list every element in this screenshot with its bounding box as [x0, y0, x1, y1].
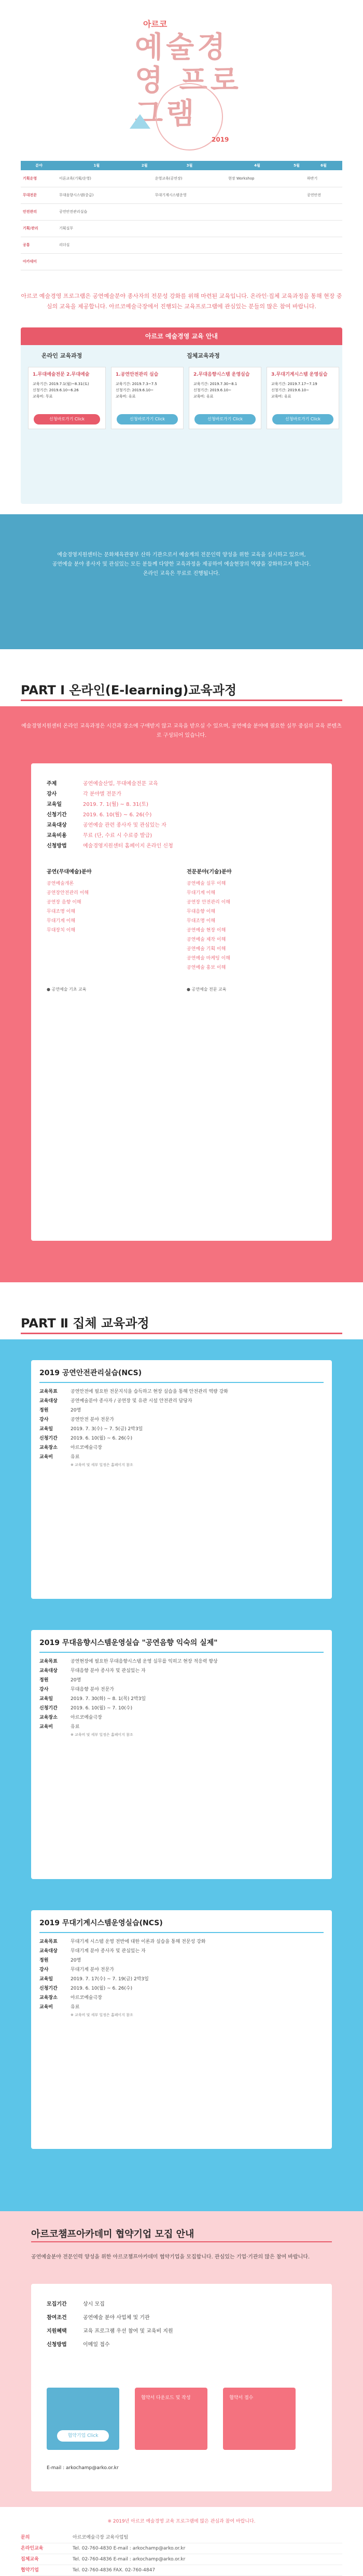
schedule-cell — [226, 253, 288, 270]
course-row-key: 교육일 — [39, 1426, 53, 1432]
part1-heading — [0, 649, 363, 706]
hero-triangle-decoration — [130, 114, 150, 129]
partner-lead: 공연예술분야 전문인력 양성을 위한 아르코챔프아카데미 협약기업을 모집합니다. 관심있는 기업·기관의 많은 참여 바랍니다. — [31, 2254, 310, 2260]
schedule-section — [0, 156, 363, 270]
course-row — [31, 1694, 332, 1704]
schedule-body — [21, 170, 342, 270]
schedule-cell — [288, 203, 305, 220]
course-row-key: 신청기간 — [39, 1985, 58, 1991]
footer-row — [21, 2532, 342, 2543]
schedule-cell — [153, 237, 226, 253]
course-menu-caption: 아르코 예술경영 교육 안내 — [21, 327, 342, 345]
schedule-cell — [305, 253, 342, 270]
schedule-cell: 기획운영 — [21, 170, 57, 187]
course-row-value: 20명 — [71, 1677, 81, 1683]
course-row-value: 2019. 7. 30(화) ~ 8. 1(목) 2박3일 — [71, 1696, 146, 1702]
course-row-key: 교육일 — [39, 1976, 53, 1982]
online-info-key: 교육대상 — [47, 822, 67, 828]
course-row — [31, 1415, 332, 1424]
footer-row-value: Tel. 02-760-4836 FAX. 02-760-4847 — [73, 2567, 156, 2573]
partner-row-key: 참여조건 — [47, 2314, 67, 2321]
online-right-item: 공연장 안전관리 이해 — [187, 899, 230, 905]
course-row-key: 정원 — [39, 1407, 49, 1413]
course-card-body: 교육기간: 2019.7.1(월)~8.31(토) 신청기간: 2019.6.10~6.26 교육비: 무료 — [33, 381, 89, 399]
schedule-cell: 무대음향시스템(중급) — [57, 187, 136, 203]
partner-row-key: 신청방법 — [47, 2341, 67, 2348]
course-row-value: 아르코예술극장 — [71, 1445, 102, 1450]
course-title: 2019 무대기계시스템운영실습(NCS) — [39, 1919, 163, 1927]
schedule-cell — [136, 203, 153, 220]
partner-divider — [31, 2241, 332, 2242]
intro-text: 아르코 예술경영 프로그램은 공연예술분야 종사자의 전문성 강화를 위해 마련된 교육입니다. 온라인·집체 교육과정을 통해 현장 중심의 교육을 제공합니다. 아르코예술극장에서 진행되는 교육프로그램에 관심있는 분들의 많은 참여 바랍니다. — [21, 292, 342, 310]
course-row-value: 공연현장에 필요한 무대음향시스템 운영 실무를 익히고 현장 적응력 향상 — [71, 1659, 218, 1664]
schedule-cell — [226, 187, 288, 203]
online-info-key: 강사 — [47, 791, 57, 797]
course-row — [31, 1722, 332, 1732]
schedule-cell: 기획실무 — [57, 220, 136, 237]
partner-row — [47, 2299, 105, 2307]
course-note: ※ 교육비 및 세부 일정은 홈페이지 참조 — [71, 2012, 133, 2017]
hero-year: 2019 — [212, 136, 229, 143]
schedule-cell: 공통 — [21, 237, 57, 253]
online-info-box — [31, 763, 332, 1241]
part2-heading — [0, 1282, 363, 1339]
course-row — [31, 1657, 332, 1666]
course-card-title: 1.무대예술전문 2.무대예술 — [33, 372, 90, 377]
footer-row-key: 온라인교육 — [21, 2545, 44, 2551]
footer-row — [21, 2554, 342, 2565]
schedule-header: 2월 — [136, 161, 153, 170]
footer-row-value: Tel. 02-760-4830 E-mail : arkochamp@arko.or.kr — [73, 2545, 186, 2551]
course-card-title: 1.공연안전관리 실습 — [116, 372, 159, 377]
online-right-group — [187, 867, 311, 972]
online-right-item: 무대조명 이해 — [187, 918, 216, 924]
partner-contact: E-mail : arkochamp@arko.or.kr — [47, 2465, 119, 2471]
footer-rows — [21, 2532, 342, 2576]
course-block — [31, 1630, 332, 1879]
online-right-title: 전문분야(기술)분야 — [187, 869, 232, 875]
course-card — [189, 367, 261, 429]
course-row — [31, 1387, 332, 1396]
online-left-item: 공연예술개론 — [47, 881, 74, 886]
course-row-key: 교육장소 — [39, 1715, 58, 1720]
online-info-row — [47, 789, 121, 797]
footer-row-key: 집체교육 — [21, 2556, 39, 2562]
online-info-row — [47, 841, 173, 849]
course-row — [31, 1704, 332, 1713]
hero-title: 예술경영 프로그램 — [135, 31, 242, 131]
part1-divider — [21, 700, 342, 701]
course-row-key: 교육장소 — [39, 1995, 58, 2000]
course-card-title: 2.무대음향시스템 운영실습 — [193, 372, 250, 377]
online-info-value: 각 분야별 전문가 — [83, 791, 121, 797]
footer-row-value: Tel. 02-760-4836 E-mail : arkochamp@arko.or.kr — [73, 2556, 186, 2562]
course-block — [31, 1910, 332, 2149]
online-right-item: 공연예술 제작 이해 — [187, 937, 226, 942]
online-right-item: 공연예술 현장 이해 — [187, 927, 226, 933]
course-row-key: 교육비 — [39, 2004, 53, 2010]
schedule-header: 5월 — [288, 161, 305, 170]
course-note: ※ 교육비 및 세부 일정은 홈페이지 참조 — [71, 1732, 133, 1737]
partner-row-value: 교육 프로그램 우선 참여 및 교육비 지원 — [83, 2328, 173, 2334]
course-row — [31, 1434, 332, 1443]
online-info-key: 교육비용 — [47, 832, 67, 839]
course-row-value: 20명 — [71, 1957, 81, 1963]
schedule-cell — [153, 203, 226, 220]
schedule-cell: 현장 Workshop — [226, 170, 288, 187]
online-left-item: 공연장 음향 이해 — [47, 899, 81, 905]
online-info-value: 2019. 7. 1(월) ~ 8. 31(토) — [83, 801, 148, 807]
schedule-header: 6월 — [305, 161, 342, 170]
course-row — [31, 1676, 332, 1685]
footer-row-value: 아르코예술극장 교육사업팀 — [73, 2534, 129, 2540]
partner-apply-button[interactable]: 협약기업 Click — [57, 2430, 109, 2442]
schedule-header: 1월 — [57, 161, 136, 170]
schedule-cell — [226, 203, 288, 220]
online-info-row — [47, 810, 151, 818]
schedule-row — [21, 203, 342, 220]
course-row-value: 무대음향 분야 종사자 및 관심있는 자 — [71, 1668, 146, 1674]
schedule-cell: 무대전문 — [21, 187, 57, 203]
course-row-key: 교육대상 — [39, 1948, 58, 1954]
online-left-item: 무대장치 이해 — [47, 927, 76, 933]
course-title: 2019 공연안전관리실습(NCS) — [39, 1368, 142, 1377]
course-row-key: 강사 — [39, 1417, 49, 1422]
schedule-cell: 안전관리 — [21, 203, 57, 220]
schedule-header-row — [21, 161, 342, 170]
online-left-item: 무대조명 이해 — [47, 909, 76, 914]
info-band-line: 온라인 교육은 무료로 진행됩니다. — [143, 570, 220, 577]
course-row — [31, 1937, 332, 1947]
course-apply-button[interactable]: 신청바로가기 Click — [34, 414, 100, 424]
course-row — [31, 2003, 332, 2012]
online-section — [0, 706, 363, 1282]
schedule-cell: 공연안전관리실습 — [57, 203, 136, 220]
schedule-cell: 무대기계시스템운영 — [153, 187, 226, 203]
schedule-cell — [226, 220, 288, 237]
schedule-cell — [305, 203, 342, 220]
course-card-title: 3.무대기계시스템 운영실습 — [271, 372, 328, 377]
footer-note: ※ 2019년 아르코 예술경영 교육 프로그램에 많은 관심과 참여 바랍니다. — [107, 2518, 256, 2524]
course-row-value: 아르코예술극장 — [71, 1995, 102, 2000]
course-row-value: 무대기계 분야 전문가 — [71, 1967, 114, 1972]
partner-step-3: 협약서 접수 — [223, 2388, 296, 2450]
schedule-cell — [288, 237, 305, 253]
partner-row — [47, 2340, 109, 2348]
online-right-item: 무대음향 이해 — [187, 909, 216, 914]
footer — [0, 2507, 363, 2576]
schedule-cell — [136, 237, 153, 253]
partner-title: 아르코챔프아카데미 협약기업 모집 안내 — [31, 2228, 194, 2240]
partner-row-value: 상시 모집 — [83, 2301, 105, 2307]
course-row-key: 신청기간 — [39, 1435, 58, 1441]
course-row-key: 강사 — [39, 1967, 49, 1972]
schedule-row — [21, 253, 342, 270]
course-row — [31, 1993, 332, 2003]
online-info-value: 공연예술 관련 종사자 및 관심있는 자 — [83, 822, 166, 828]
course-apply-button[interactable]: 신청바로가기 Click — [117, 414, 178, 424]
course-row-key: 교육목표 — [39, 1939, 58, 1944]
hero — [0, 0, 363, 156]
schedule-header: 분야 — [21, 161, 57, 170]
course-row-key: 교육장소 — [39, 1445, 58, 1450]
course-row-key: 교육비 — [39, 1454, 53, 1460]
course-card-body: 교육기간: 2019.7.3~7.5 신청기간: 2019.6.10~ 교육비: 유료 — [116, 381, 157, 399]
online-foot-right: ● 공연예술 전문 교육 — [187, 986, 227, 992]
schedule-cell — [136, 220, 153, 237]
course-title: 2019 무대음향시스템운영실습 "공연음향 익숙의 실제" — [39, 1638, 218, 1647]
course-row-value: 무대기계 분야 종사자 및 관심있는 자 — [71, 1948, 146, 1954]
schedule-cell: 아카데미 — [21, 253, 57, 270]
footer-row-key: 문의 — [21, 2534, 30, 2540]
course-row — [31, 1396, 332, 1406]
partner-step-1 — [47, 2388, 119, 2450]
schedule-cell: 공연안전 — [305, 187, 342, 203]
course-divider — [39, 1932, 324, 1933]
schedule-cell: 운영교육(공연장) — [153, 170, 226, 187]
info-band-line: 예술경영지원센터는 문화체육관광부 산하 기관으로서 예술계의 전문인력 양성을 위한 교육을 실시하고 있으며, — [57, 552, 306, 558]
online-info-key: 신청방법 — [47, 843, 67, 849]
online-right-item: 공연예술 기획 이해 — [187, 946, 226, 952]
course-row-value: 유료 — [71, 1454, 80, 1460]
course-row — [31, 1443, 332, 1453]
schedule-cell — [305, 237, 342, 253]
schedule-cell: 이론교육(기획/운영) — [57, 170, 136, 187]
online-left-group — [47, 867, 171, 935]
course-row — [31, 1975, 332, 1984]
course-apply-button[interactable]: 신청바로가기 Click — [272, 414, 333, 424]
schedule-cell — [288, 170, 305, 187]
course-row-key: 정원 — [39, 1677, 49, 1683]
info-band-line: 공연예술 분야 종사자 및 관심있는 모든 분들께 다양한 교육과정을 제공하여 예술현장의 역량을 강화하고자 합니다. — [52, 561, 311, 567]
online-right-item: 공연예술 홍보 이해 — [187, 965, 226, 970]
online-info-row — [47, 800, 148, 807]
schedule-row — [21, 187, 342, 203]
course-row-key: 교육목표 — [39, 1659, 58, 1664]
hero-sub: 아르코 — [143, 19, 167, 29]
online-right-item: 공연예술 실무 이해 — [187, 881, 226, 886]
course-row-value: 2019. 6. 10(월) ~ 6. 26(수) — [71, 1435, 133, 1441]
course-apply-button[interactable]: 신청바로가기 Click — [194, 414, 256, 424]
course-row-value: 아르코예술극장 — [71, 1715, 102, 1720]
course-row — [31, 1453, 332, 1462]
offline-section — [0, 1339, 363, 2211]
online-column-title: 온라인 교육과정 — [41, 352, 82, 359]
course-row-key: 교육대상 — [39, 1398, 58, 1404]
partner-row — [47, 2313, 150, 2321]
course-row — [31, 1947, 332, 1956]
schedule-table — [21, 161, 342, 270]
online-info-value: 예술경영지원센터 홈페이지 온라인 신청 — [83, 843, 173, 849]
course-divider — [39, 1652, 324, 1653]
course-row-value: 2019. 7. 3(수) ~ 7. 5(금) 2박3일 — [71, 1426, 143, 1432]
course-row — [31, 1406, 332, 1415]
course-row-value: 유료 — [71, 1724, 80, 1730]
online-lead: 예술경영지원센터 온라인 교육과정은 시간과 장소에 구애받지 않고 교육을 받으실 수 있으며, 공연예술 분야에 필요한 실무 중심의 교육 콘텐츠로 구성되어 있습니다. — [21, 723, 342, 738]
part2-divider — [21, 1333, 342, 1334]
schedule-cell: 하반기 — [305, 170, 342, 187]
course-row — [31, 1424, 332, 1434]
partner-row-value: 이메일 접수 — [83, 2341, 110, 2348]
online-left-title: 공연(무대예술)분야 — [47, 869, 92, 875]
course-card-body: 교육기간: 2019.7.17~7.19 신청기간: 2019.6.10~ 교육비: 유료 — [271, 381, 317, 399]
partner-section — [0, 2211, 363, 2507]
online-info-key: 신청기간 — [47, 812, 67, 818]
course-row — [31, 1666, 332, 1676]
course-row-key: 신청기간 — [39, 1705, 58, 1711]
online-info-key: 주제 — [47, 780, 57, 787]
schedule-cell: 기획/관리 — [21, 220, 57, 237]
online-info-row — [47, 779, 158, 787]
schedule-header: 4월 — [226, 161, 288, 170]
footer-row-key: 협약기업 — [21, 2567, 39, 2573]
course-card-body: 교육기간: 2019.7.30~8.1 신청기간: 2019.6.10~ 교육비: 유료 — [193, 381, 238, 399]
schedule-cell — [136, 170, 153, 187]
online-left-items — [47, 879, 171, 935]
course-row-key: 교육일 — [39, 1696, 53, 1702]
course-card — [111, 367, 184, 429]
schedule-cell — [305, 220, 342, 237]
course-row — [31, 1713, 332, 1722]
course-row-key: 정원 — [39, 1957, 49, 1963]
online-right-item: 공연예술 마케팅 이해 — [187, 955, 230, 961]
partner-row-value: 공연예술 분야 사업체 및 기관 — [83, 2314, 150, 2321]
course-row-value: 유료 — [71, 2004, 80, 2010]
course-row-key: 교육대상 — [39, 1668, 58, 1674]
part2-title: PART Ⅱ 집체 교육과정 — [21, 1316, 149, 1331]
course-row — [31, 1956, 332, 1965]
schedule-row — [21, 237, 342, 253]
course-row-key: 교육비 — [39, 1724, 53, 1730]
online-right-items — [187, 879, 311, 972]
course-row-key: 교육목표 — [39, 1389, 58, 1394]
footer-row — [21, 2565, 342, 2576]
course-divider — [39, 1382, 324, 1383]
partner-box — [31, 2284, 332, 2491]
partner-row-key: 지원혜택 — [47, 2328, 67, 2334]
online-info-value: 무료 (단, 수료 시 수료증 발급) — [83, 832, 152, 839]
course-menu-box — [21, 327, 342, 504]
course-row-value: 공연안전 분야 전문가 — [71, 1417, 114, 1422]
course-card — [28, 367, 106, 429]
partner-step-2: 협약서 다운로드 및 작성 — [135, 2388, 207, 2450]
course-card — [267, 367, 339, 429]
course-row-value: 무대기계 시스템 운영 전반에 대한 이론과 실습을 통해 전문성 강화 — [71, 1939, 206, 1944]
online-info-row — [47, 831, 152, 839]
online-info-row — [47, 820, 166, 828]
course-row — [31, 1965, 332, 1975]
course-row-value: 2019. 6. 10(월) ~ 7. 10(수) — [71, 1705, 133, 1711]
online-left-item: 무대기계 이해 — [47, 918, 76, 924]
course-row-value: 2019. 7. 17(수) ~ 7. 19(금) 2박3일 — [71, 1976, 149, 1982]
part1-title: PART Ⅰ 온라인(E-learning)교육과정 — [21, 682, 237, 697]
schedule-cell — [57, 253, 136, 270]
info-band-text — [0, 551, 363, 579]
online-left-item: 공연장안전관리 이해 — [47, 890, 89, 896]
schedule-row — [21, 220, 342, 237]
footer-row — [21, 2543, 342, 2554]
online-foot-left: ● 공연예술 기초 교육 — [47, 986, 87, 992]
info-band — [0, 514, 363, 649]
schedule-cell — [288, 187, 305, 203]
schedule-header: 3월 — [153, 161, 226, 170]
schedule-row — [21, 170, 342, 187]
schedule-cell — [288, 253, 305, 270]
online-info-key: 교육일 — [47, 801, 62, 807]
course-row-value: 공연예술분야 종사자 / 공연장 및 유관 시설 안전관리 담당자 — [71, 1398, 192, 1404]
schedule-cell — [288, 220, 305, 237]
partner-row — [47, 2326, 173, 2334]
course-row-key: 강사 — [39, 1687, 49, 1692]
course-note: ※ 교육비 및 세부 일정은 홈페이지 참조 — [71, 1462, 133, 1467]
partner-row-key: 모집기간 — [47, 2301, 67, 2307]
online-right-item: 무대기계 이해 — [187, 890, 216, 896]
schedule-cell — [153, 220, 226, 237]
course-row-value: 2019. 6. 10(월) ~ 6. 26(수) — [71, 1985, 133, 1991]
course-row — [31, 1685, 332, 1694]
course-block — [31, 1360, 332, 1599]
schedule-cell — [153, 253, 226, 270]
course-row-value: 20명 — [71, 1407, 81, 1413]
course-row — [31, 1984, 332, 1993]
schedule-cell — [136, 253, 153, 270]
course-row-value: 무대음향 분야 전문가 — [71, 1687, 114, 1692]
course-row-value: 공연안전에 필요한 전문지식을 습득하고 현장 실습을 통해 안전관리 역량 강화 — [71, 1389, 228, 1394]
online-info-value: 2019. 6. 10(월) ~ 6. 26(수) — [83, 812, 152, 818]
online-info-value: 공연예술산업, 무대예술전문 교육 — [83, 780, 158, 787]
offline-column-title: 집체교육과정 — [187, 352, 220, 359]
schedule-cell: 리더십 — [57, 237, 136, 253]
schedule-cell — [136, 187, 153, 203]
schedule-cell — [226, 237, 288, 253]
